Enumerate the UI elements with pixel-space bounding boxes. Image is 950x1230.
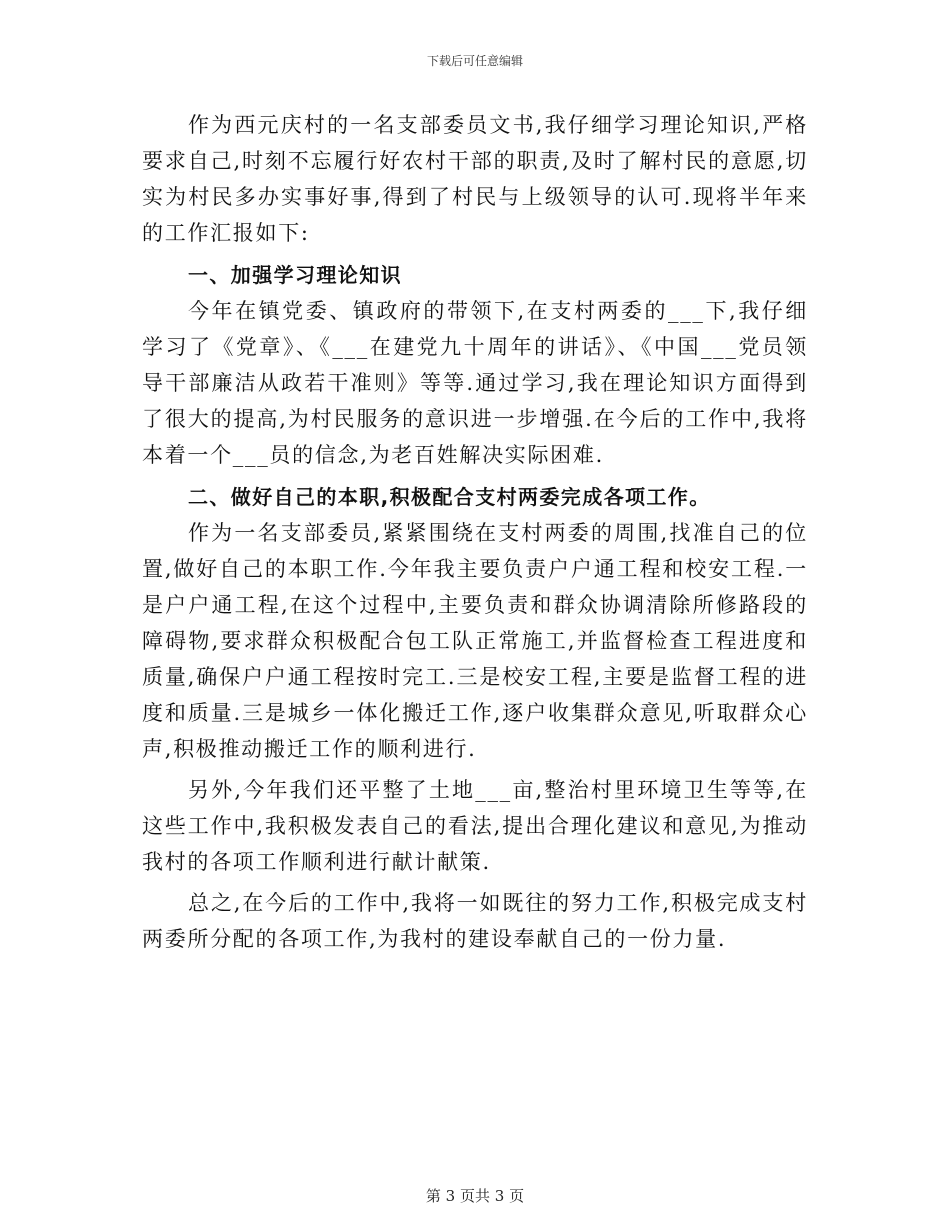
intro-paragraph: 作为西元庆村的一名支部委员文书,我仔细学习理论知识,严格要求自己,时刻不忘履行好农村干部的职责,及时了解村民的意愿,切实为村民多办实事好事,得到了村民与上级领导的认可.现将半年来的工作汇报如下: [142, 113, 808, 245]
other-work-paragraph: 另外,今年我们还平整了土地___亩,整治村里环境卫生等等,在这些工作中,我积极发表自己的看法,提出合理化建议和意见,为推动我村的各项工作顺利进行献计献策. [142, 778, 808, 874]
document-body [142, 107, 808, 957]
page-header-note: 下载后可任意编辑 [426, 54, 523, 68]
conclusion-paragraph: 总之,在今后的工作中,我将一如既往的努力工作,积极完成支村两委所分配的各项工作,为我村的建设奉献自己的一份力量. [142, 891, 808, 951]
section-heading-2: 二、做好自己的本职,积极配合支村两委完成各项工作。 [188, 485, 711, 509]
section-2-paragraph: 作为一名支部委员,紧紧围绕在支村两委的周围,找准自己的位置,做好自己的本职工作.今年我主要负责户户通工程和校安工程.一是户户通工程,在这个过程中,主要负责和群众协调清除所修路段的障碍物,要求群众积极配合包工队正常施工,并监督检查工程进度和质量,确保户户通工程按时完工.三是校安工程,主要是监督工程的进度和质量.三是城乡一体化搬迁工作,逐户收集群众意见,听取群众心声,积极推动搬迁工作的顺利进行. [142, 521, 808, 761]
section-heading-1: 一、加强学习理论知识 [188, 263, 402, 287]
section-1-paragraph: 今年在镇党委、镇政府的带领下,在支村两委的___下,我仔细学习了《党章》、《___在建党九十周年的讲话》、《中国___党员领导干部廉洁从政若干准则》等等.通过学习,我在理论知识方面得到了很大的提高,为村民服务的意识进一步增强.在今后的工作中,我将本着一个___员的信念,为老百姓解决实际困难. [142, 299, 808, 467]
page-number: 第 3 页共 3 页 [425, 1187, 525, 1205]
